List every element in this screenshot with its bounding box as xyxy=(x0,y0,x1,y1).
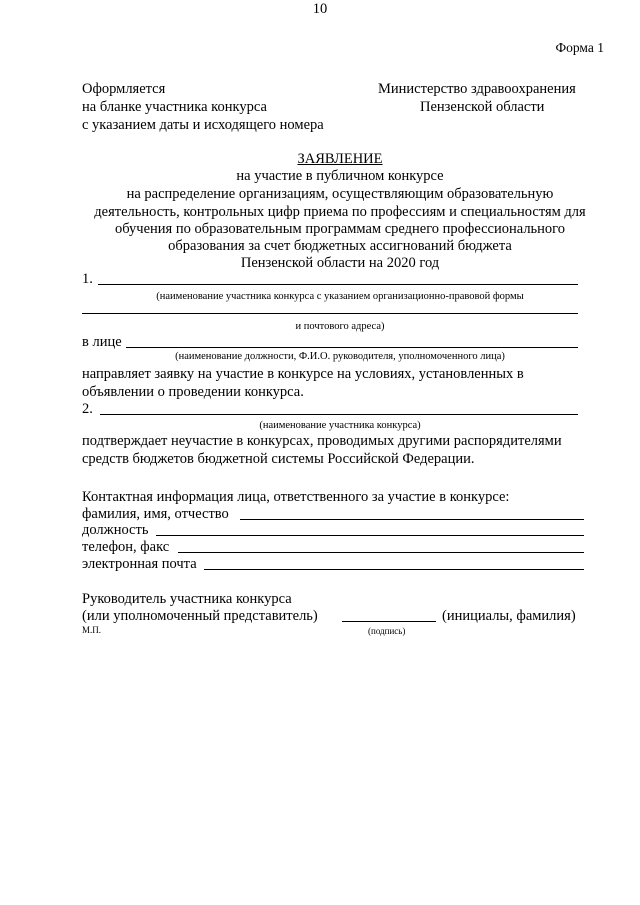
email-field[interactable] xyxy=(204,569,584,570)
paragraph-line: средств бюджетов бюджетной системы Российской Федерации. xyxy=(82,451,475,467)
heading-line: деятельность, контрольных цифр приема по профессиям и специальностям для xyxy=(94,204,586,220)
phone-label: телефон, факс xyxy=(82,539,170,555)
fio-label: фамилия, имя, отчество xyxy=(82,506,229,522)
left-note-line: на бланке участника конкурса xyxy=(82,99,267,115)
signature-hint: (подпись) xyxy=(368,626,406,636)
stamp-label: М.П. xyxy=(82,625,102,635)
heading-line: на участие в публичном конкурсе xyxy=(236,168,444,184)
recipient-line: Министерство здравоохранения xyxy=(378,81,576,97)
heading-line: образования за счет бюджетных ассигнований бюджета xyxy=(168,238,512,254)
form-label: Форма 1 xyxy=(555,40,604,55)
left-note-line: с указанием даты и исходящего номера xyxy=(82,117,324,133)
email-label: электронная почта xyxy=(82,556,197,572)
recipient-line: Пензенской области xyxy=(420,99,545,115)
participant-name-field[interactable] xyxy=(98,284,578,285)
section-number: 2. xyxy=(82,401,93,417)
field-hint: (наименование участника конкурса с указанием организационно-правовой формы xyxy=(156,291,524,302)
phone-field[interactable] xyxy=(178,552,584,553)
paragraph-line: подтверждает неучастие в конкурсах, проводимых другими распорядителями xyxy=(82,433,562,449)
heading-line: обучения по образовательным программам среднего профессионального xyxy=(114,221,566,237)
field-hint: (наименование должности, Ф.И.О. руководителя, уполномоченного лица) xyxy=(175,351,505,362)
representative-field[interactable] xyxy=(126,347,578,348)
section-number: 1. xyxy=(82,271,93,287)
contact-heading: Контактная информация лица, ответственного за участие в конкурсе: xyxy=(82,489,510,505)
position-field[interactable] xyxy=(156,535,584,536)
initials-label: (инициалы, фамилия) xyxy=(442,608,576,624)
position-label: должность xyxy=(82,522,149,538)
in-person-label: в лице xyxy=(82,334,122,350)
field-hint: и почтового адреса) xyxy=(295,321,385,332)
participant-name-field-2[interactable] xyxy=(100,414,578,415)
document-title: ЗАЯВЛЕНИЕ xyxy=(297,151,383,167)
signature-field[interactable] xyxy=(342,621,436,622)
page-number: 10 xyxy=(312,1,328,17)
field-hint: (наименование участника конкурса) xyxy=(259,420,421,431)
signature-line: Руководитель участника конкурса xyxy=(82,591,292,607)
participant-address-field[interactable] xyxy=(82,313,578,314)
paragraph-line: объявлении о проведении конкурса. xyxy=(82,384,304,400)
heading-line: Пензенской области на 2020 год xyxy=(240,255,440,271)
signature-line: (или уполномоченный представитель) xyxy=(82,608,318,624)
left-note-line: Оформляется xyxy=(82,81,166,97)
heading-line: на распределение организациям, осуществляющим образовательную xyxy=(126,186,554,202)
paragraph-line: направляет заявку на участие в конкурсе на условиях, установленных в xyxy=(82,366,524,382)
fio-field[interactable] xyxy=(240,519,584,520)
